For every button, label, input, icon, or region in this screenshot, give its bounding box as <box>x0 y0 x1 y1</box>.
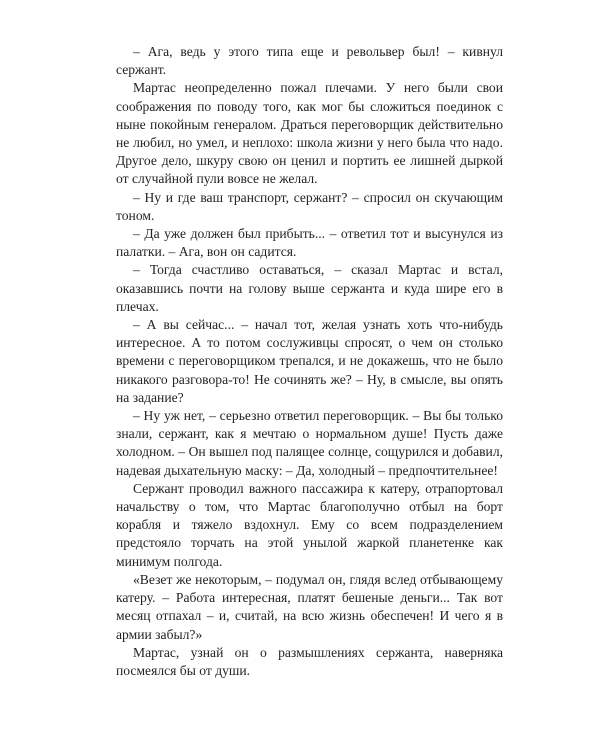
body-text <box>116 43 503 680</box>
paragraph-9: «Везет же некоторым, – подумал он, глядя вслед отбывающему катеру. – Работа интересная, платят бешеные деньги... Так вот месяц отпахал – и, считай, на всю жизнь обеспечен! И чего я в армии забыл?» <box>116 571 503 642</box>
paragraph-2: Мартас неопределенно пожал плечами. У него были свои соображения по поводу того, как мог бы сложиться поединок с ныне покойным генералом. Драться переговорщик действительно не любил, но умел, и неплохо: школа жизни у него была что надо. Другое дело, шкуру свою он ценил и портить ее лишней дыркой от случайной пули вовсе не желал. <box>116 80 503 187</box>
paragraph-6: – А вы сейчас... – начал тот, желая узнать хоть что-нибудь интересное. А то потом сослуживцы спросят, о чем он столько времени с переговорщиком трепался, и не докажешь, что не было никакого разговора-то! Не сочинять же? – Ну, в смысле, вы опять на задание? <box>116 317 503 405</box>
paragraph-5: – Тогда счастливо оставаться, – сказал Мартас и встал, оказавшись почти на голову выше сержанта и куда шире его в плечах. <box>116 262 503 314</box>
paragraph-8: Сержант проводил важного пассажира к катеру, отрапортовал начальству о том, что Мартас благополучно отбыл на борт корабля и тяжело вздохнул. Ему со всем подразделением предстояло торчать на этой унылой жаркой планетенке как минимум полгода. <box>116 480 503 569</box>
paragraph-7: – Ну уж нет, – серьезно ответил переговорщик. – Вы бы только знали, сержант, как я мечтаю о нормальном душе! Пусть даже холодном. – Он вышел под палящее солнце, сощурился и добавил, надевая дыхательную маску: – Да, холодный – предпочтительнее! <box>116 408 503 478</box>
paragraph-10: Мартас, узнай он о размышлениях сержанта, наверняка посмеялся бы от души. <box>116 644 503 678</box>
paragraph-4: – Да уже должен был прибыть... – ответил тот и высунулся из палатки. – Ага, вон он садится. <box>116 226 503 260</box>
paragraph-3: – Ну и где ваш транспорт, сержант? – спросил он скучающим тоном. <box>116 189 503 223</box>
paragraph-1: – Ага, ведь у этого типа еще и револьвер был! – кивнул сержант. <box>116 44 503 78</box>
